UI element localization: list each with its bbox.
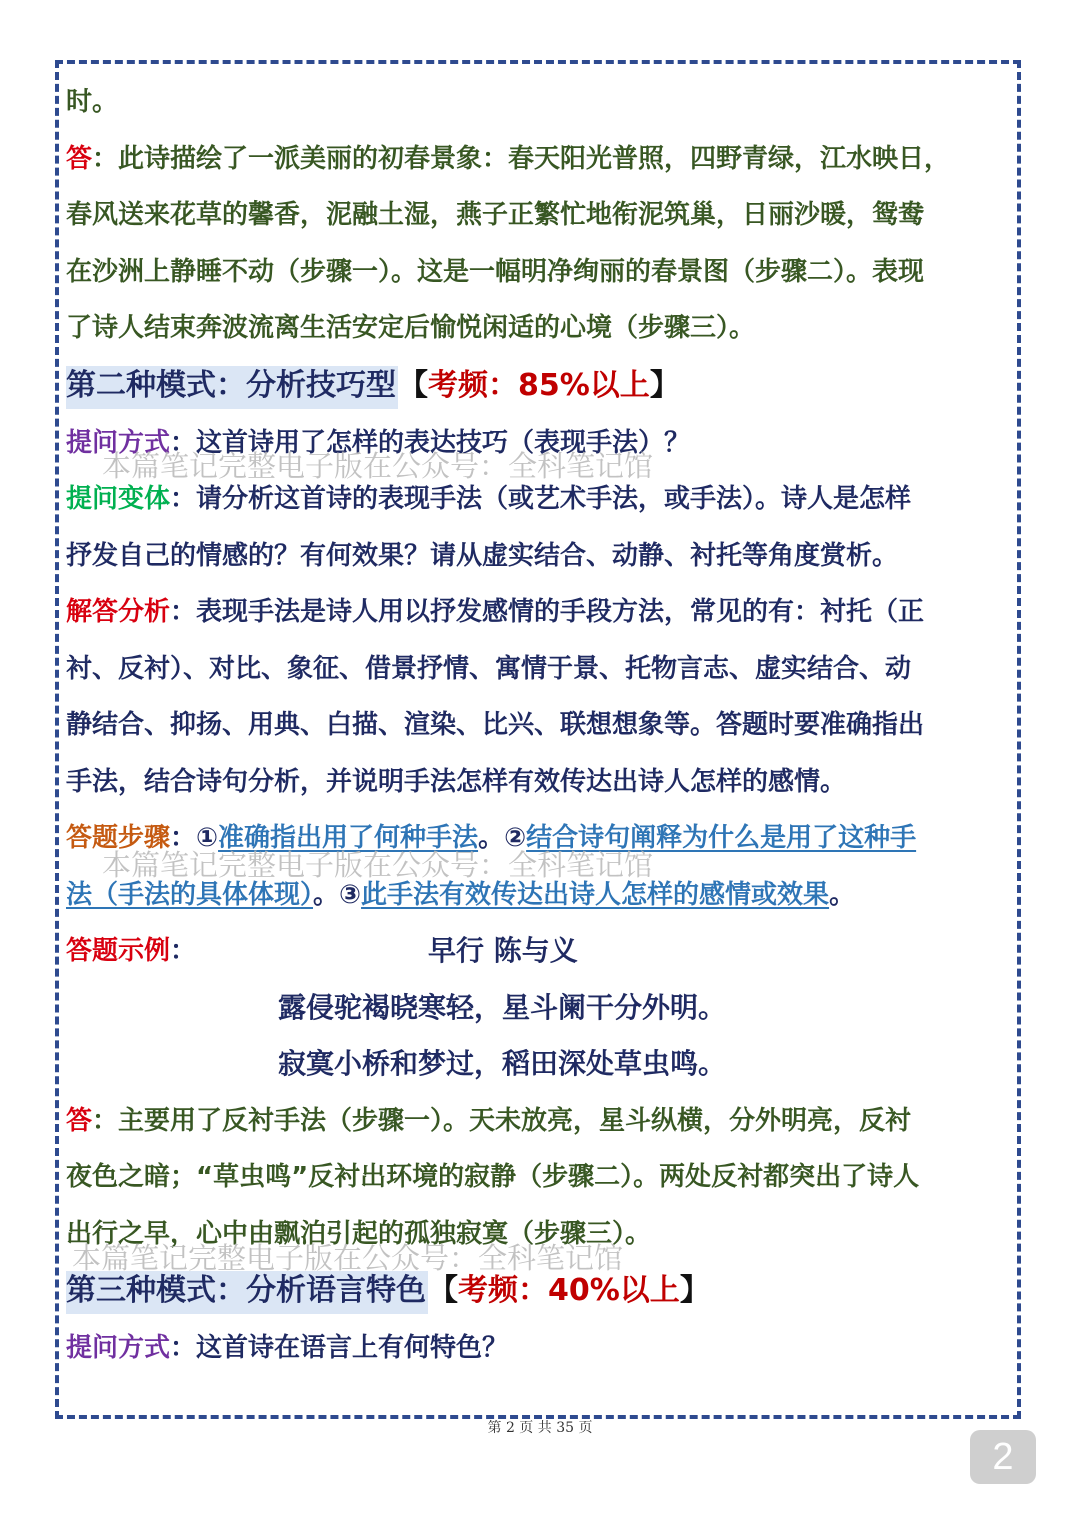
mode3-title: 第三种模式：分析语言特色 [66, 1271, 428, 1314]
text-line: 出行之早，心中由飘泊引起的孤独寂寞（步骤三）。 [66, 1218, 652, 1249]
bracket-close: 】 [649, 367, 680, 403]
text-line: 了诗人结束奔波流离生活安定后愉悦闲适的心境（步骤三）。 [66, 313, 756, 343]
answer-label: 答 [66, 1105, 93, 1136]
example-answer-text: ：主要用了反衬手法（步骤一）。天未放亮，星斗纵横，分外明亮，反衬 [92, 1105, 912, 1136]
mode3-frequency: 考频：40%以上 [458, 1273, 680, 1308]
bracket-close: 】 [679, 1273, 710, 1308]
question-method-text: ：这首诗在语言上有何特色？ [170, 1333, 509, 1363]
page-content [66, 74, 1016, 1377]
text-line: 衬、反衬）、对比、象征、借景抒情、寓情于景、托物言志、虚实结合、动 [66, 653, 912, 684]
mode3-question-method [66, 1320, 1016, 1377]
step2-text: 结合诗句阐释为什么是用了这种手 [526, 823, 917, 853]
step2-text-cont: 法（手法的具体体现） [66, 879, 314, 910]
period: 。 [829, 879, 856, 910]
analysis-text: ：表现手法是诗人用以抒发感情的手段方法，常见的有：衬托（正 [170, 597, 925, 627]
period: 。 [478, 823, 505, 853]
answer-paragraph [66, 131, 1016, 188]
question-variant-label: 提问变体 [66, 484, 171, 514]
text-line: 时。 [66, 87, 119, 117]
question-method-text: ：这首诗用了怎样的表达技巧（表现手法）？ [170, 427, 691, 458]
step-number: ② [504, 823, 527, 853]
mode2-title: 第二种模式：分析技巧型 [66, 366, 398, 409]
watermark: 本篇笔记完整电子版在公众号：全科笔记馆 [102, 449, 654, 483]
poem-line-2: 寂寞小桥和梦过，稻田深处草虫鸣。 [278, 1047, 727, 1080]
example-answer [66, 1093, 1016, 1150]
analysis [66, 584, 1016, 641]
example-label: 答题示例 [66, 936, 171, 966]
text-line: 抒发自己的情感的？有何效果？请从虚实结合、动静、衬托等角度赏析。 [66, 540, 899, 571]
text-line: 手法，结合诗句分析，并说明手法怎样有效传达出诗人怎样的感情。 [66, 766, 847, 797]
page-footer: 第 2 页 共 35 页 [487, 1420, 593, 1436]
watermark: 本篇笔记完整电子版在公众号：全科笔记馆 [72, 1241, 624, 1275]
answer-label: 答 [66, 143, 93, 174]
period: 。 [313, 879, 340, 910]
analysis-label: 解答分析 [66, 597, 171, 627]
step-number: ① [196, 823, 219, 853]
answer-steps-label: 答题步骤 [66, 823, 171, 853]
answer-text: ：此诗描绘了一派美丽的初春景象：春天阳光普照，四野青绿，江水映日， [92, 143, 951, 174]
question-variant-text: ：请分析这首诗的表现手法（或艺术手法，或手法）。诗人是怎样 [170, 484, 912, 514]
bracket-open: 【 [398, 367, 428, 403]
question-method-label: 提问方式 [66, 1333, 171, 1363]
text-line: 春风送来花草的馨香，泥融土湿，燕子正繁忙地衔泥筑巢，日丽沙暖，鸳鸯 [66, 200, 925, 230]
mode2-frequency: 考频：85%以上 [428, 367, 650, 403]
colon: ： [170, 936, 197, 966]
text-line: 静结合、抑扬、用典、白描、渲染、比兴、联想想象等。答题时要准确指出 [66, 710, 925, 740]
colon: ： [170, 823, 197, 853]
step1-text: 准确指出用了何种手法 [218, 823, 479, 853]
example-row [66, 923, 1016, 980]
bracket-open: 【 [428, 1273, 458, 1308]
text-line: 在沙洲上静睡不动（步骤一）。这是一幅明净绚丽的春景图（步骤二）。表现 [66, 256, 925, 287]
step3-text: 此手法有效传达出诗人怎样的感情或效果 [361, 879, 830, 910]
page-number-badge: 2 [970, 1430, 1036, 1484]
question-method-label: 提问方式 [66, 427, 171, 458]
poem-title: 早行 陈与义 [428, 934, 578, 967]
text-line: 夜色之暗；“草虫鸣”反衬出环境的寂静（步骤二）。两处反衬都突出了诗人 [66, 1162, 920, 1192]
step-number: ③ [339, 879, 362, 910]
mode2-heading [66, 357, 1016, 415]
poem-line-1: 露侵驼褐晓寒轻，星斗阑干分外明。 [278, 990, 727, 1024]
watermark: 本篇笔记完整电子版在公众号：全科笔记馆 [102, 848, 654, 882]
